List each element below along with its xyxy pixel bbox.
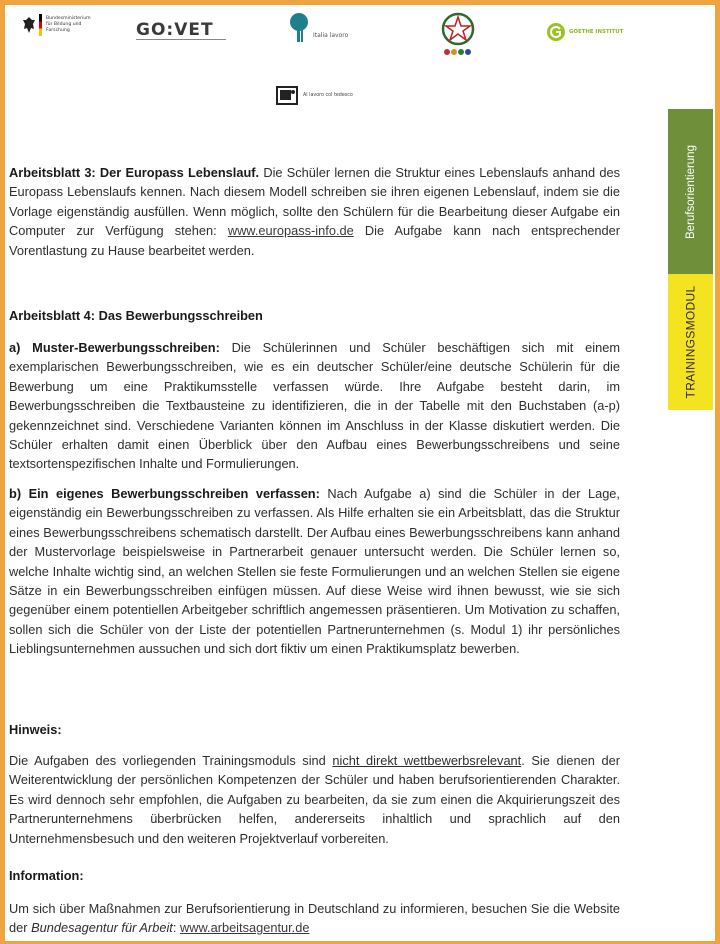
information-paragraph [9, 899, 620, 938]
goethe-g-icon [546, 22, 566, 42]
hinweis-body [9, 751, 620, 848]
ab4-a-label: a) Muster-Bewerbungsschreiben: [9, 340, 220, 355]
side-tab-trainingsmodul [668, 274, 713, 410]
goethe-institut-logo [546, 22, 623, 42]
bmbf-logo-text: Bundesministerium für Bildung und Forschung [46, 16, 91, 33]
republic-emblem-logo [441, 12, 475, 58]
flag-bar [39, 14, 42, 36]
arbeitsagentur-link[interactable]: www.arbeitsagentur.de [180, 920, 310, 936]
ab3-paragraph [9, 163, 620, 260]
logo-row [0, 12, 720, 62]
ab3-text-end: Die Aufgabe kann nach entsprechender Vorentlastung zu Hause bearbeitet werden. [9, 223, 620, 258]
italia-lavoro-logo [288, 12, 348, 44]
book-icon [276, 86, 298, 106]
book-logo [276, 86, 353, 106]
italia-lavoro-text: Italia lavoro [313, 31, 349, 39]
section-arbeitsblatt-3 [9, 163, 620, 260]
information-body [9, 899, 620, 938]
section-hinweis [9, 720, 620, 739]
section-arbeitsblatt-4 [9, 306, 620, 325]
italia-lavoro-icon [288, 12, 310, 44]
star-emblem-icon [441, 12, 475, 58]
govet-logo-text: GO:VET [136, 20, 214, 40]
ab4-b-paragraph [9, 484, 620, 659]
hinweis-text: Die Aufgaben des vorliegenden Trainingsmoduls sind [9, 753, 333, 768]
bmbf-logo [22, 14, 92, 36]
ab3-text: Die Schüler lernen die Struktur eines Lebenslaufs anhand des Europass Lebenslaufs kennen. Nach diesem Modell schreiben sie ihren eigenen Lebenslauf, indem sie die Vorlage eigenständig ausfüllen. Wenn möglich, sollte den Schülern für die Bearbeitung dieser Aufgabe ein Computer zur Verfügung stehen: [9, 165, 621, 239]
govet-logo [136, 20, 214, 40]
ab4-b-text: Nach Aufgabe a) sind die Schüler in der Lage, eigenständig ein Bewerbungsschreiben zu verfassen. Als Hilfe erhalten sie ein Arbeitsblatt, das die Struktur eines Bewerbungsschreibens schematisch darstellt. Der Aufbau eines Bewerbungsschreibens kann anhand der Mustervorlage beispielsweise in Partnerarbeit genauer untersucht werden. Die Schüler lernen so, welche Inhalte wichtig sind, an welchen Stellen sie feste Formulierungen und an welchen Stellen sie eigene Sätze in ein Bewerbungsschreiben einfügen müssen. Auf diese Weise wird ihnen bewusst, wie sie sich gegenüber einem potentiellen Arbeitgeber schriftlich angemessen präsentieren. Um Motivation zu schaffen, sollen sich die Schüler von der Liste der potentiellen Partnerunternehmen (s. Modul 1) ihr persönliches Lieblingsunternehmen aussuchen und sich dort fiktiv um einen Praktikumsplatz bewerben. [9, 486, 620, 657]
europass-link[interactable]: www.europass-info.de [227, 223, 354, 239]
hinweis-title: Hinweis: [9, 722, 62, 737]
information-title: Information: [9, 868, 84, 883]
govet-underline [136, 39, 226, 42]
section-information [9, 866, 620, 885]
ab3-title: Arbeitsblatt 3: Der Europass Lebenslauf. [9, 165, 260, 180]
side-tab-top-label: Berufsorientierung [684, 144, 697, 239]
ab4-b-label: b) Ein eigenes Bewerbungsschreiben verfassen: [9, 486, 320, 501]
hinweis-text-end: . Sie dienen der Weiterentwicklung der persönlichen Kompetenzen der Schüler und haben berufsorientierenden Charakter. Es wird dennoch sehr empfohlen, die Aufgaben zu bearbeiten, da sie zum einen die Akquirierungszeit des Partnerunternehmens überbrücken helfen, andererseits inhaltlich und sprachlich auf den Unternehmensbesuch und den weiteren Projektverlauf vorbereiten. [9, 753, 620, 846]
information-sep: : [172, 920, 180, 936]
ab4-part-a [9, 338, 620, 474]
ab4-part-b [9, 484, 620, 659]
goethe-institut-text: GOETHE INSTITUT [569, 29, 624, 35]
ab4-title: Arbeitsblatt 4: Das Bewerbungsschreiben [9, 308, 263, 323]
eagle-icon [22, 15, 36, 35]
ab4-a-paragraph [9, 338, 620, 474]
information-text: Um sich über Maßnahmen zur Berufsorientierung in Deutschland zu informieren, besuchen Sie die Website der [9, 901, 620, 936]
side-tab-bottom-label: TRAININGSMODUL [683, 285, 698, 399]
hinweis-paragraph [9, 751, 620, 848]
side-tab-berufsorientierung [668, 109, 713, 274]
hinweis-underlined: nicht direkt wettbewerbsrelevant [332, 753, 522, 768]
book-logo-text: Al lavoro col tedesco [303, 93, 353, 98]
agency-name: Bundesagentur für Arbeit [31, 920, 173, 936]
ab4-a-text: Die Schülerinnen und Schüler beschäftigen sich mit einem exemplarischen Bewerbungsschreiben, wie es ein deutscher Schüler/eine deutsche Schülerin für die Bewerbung um eine Praktikumsstelle verfassen würde. Ihre Aufgabe besteht darin, im Bewerbungsschreiben die Textbausteine zu identifizieren, die in der Tabelle mit den Buchstaben (a-p) gekennzeichnet sind. Verschiedene Varianten können im Anschluss in der Klasse diskutiert werden. Die Schüler erhalten damit einen Überblick über den Aufbau eines Bewerbungsschreibens und seine textsortenspezifischen Inhalte und Formulierungen. [9, 340, 620, 472]
